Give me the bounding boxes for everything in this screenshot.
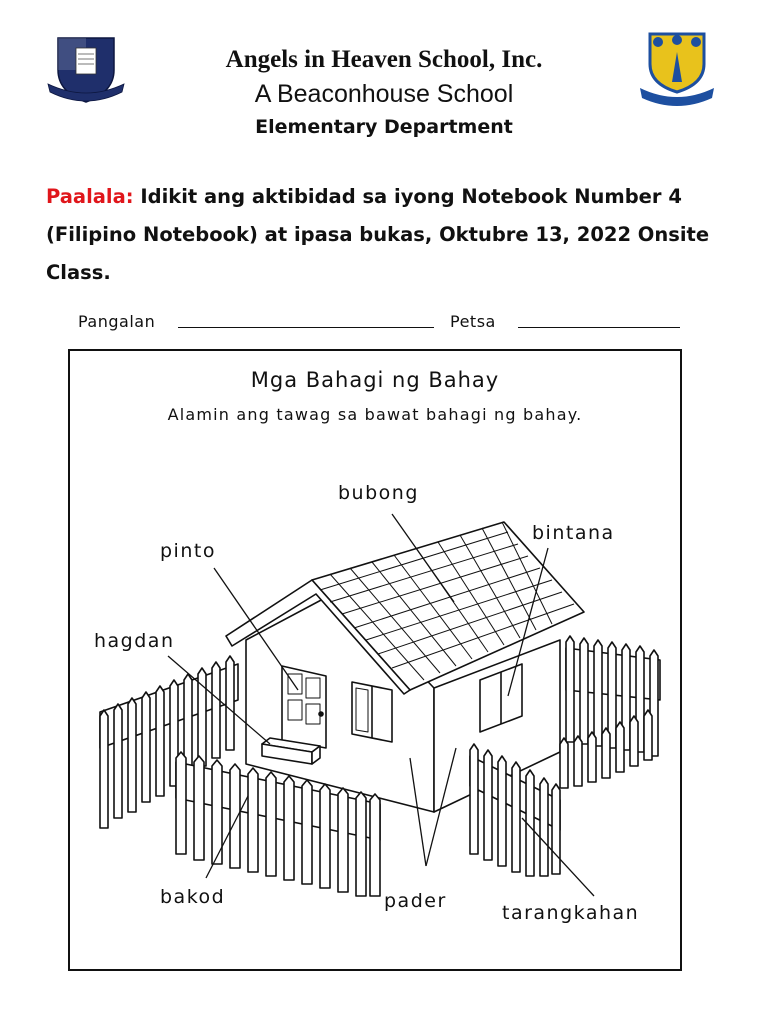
label-fence: bakod [160,886,226,908]
date-label: Petsa [450,312,496,331]
front-window [352,682,392,742]
department-name: Elementary Department [255,116,513,138]
label-stairs: hagdan [94,630,175,652]
notice-text: Idikit ang aktibidad sa iyong Notebook Number 4 (Filipino Notebook) at ipasa bukas, Oktubre 13, 2022 Onsite Class. [46,185,710,284]
school-subtitle: A Beaconhouse School [254,80,514,108]
gate [470,744,560,876]
worksheet-title: Mga Bahagi ng Bahay [250,368,500,392]
label-window: bintana [532,522,615,544]
label-gate: tarangkahan [502,902,640,924]
school-name: Angels in Heaven School, Inc. [225,46,543,73]
label-wall: pader [384,890,447,912]
label-roof: bubong [338,482,419,504]
name-label: Pangalan [78,312,156,331]
label-door: pinto [160,540,216,562]
worksheet-instruction: Alamin ang tawag sa bawat bahagi ng bahay. [167,405,583,424]
notice-prefix: Paalala: [46,185,134,208]
